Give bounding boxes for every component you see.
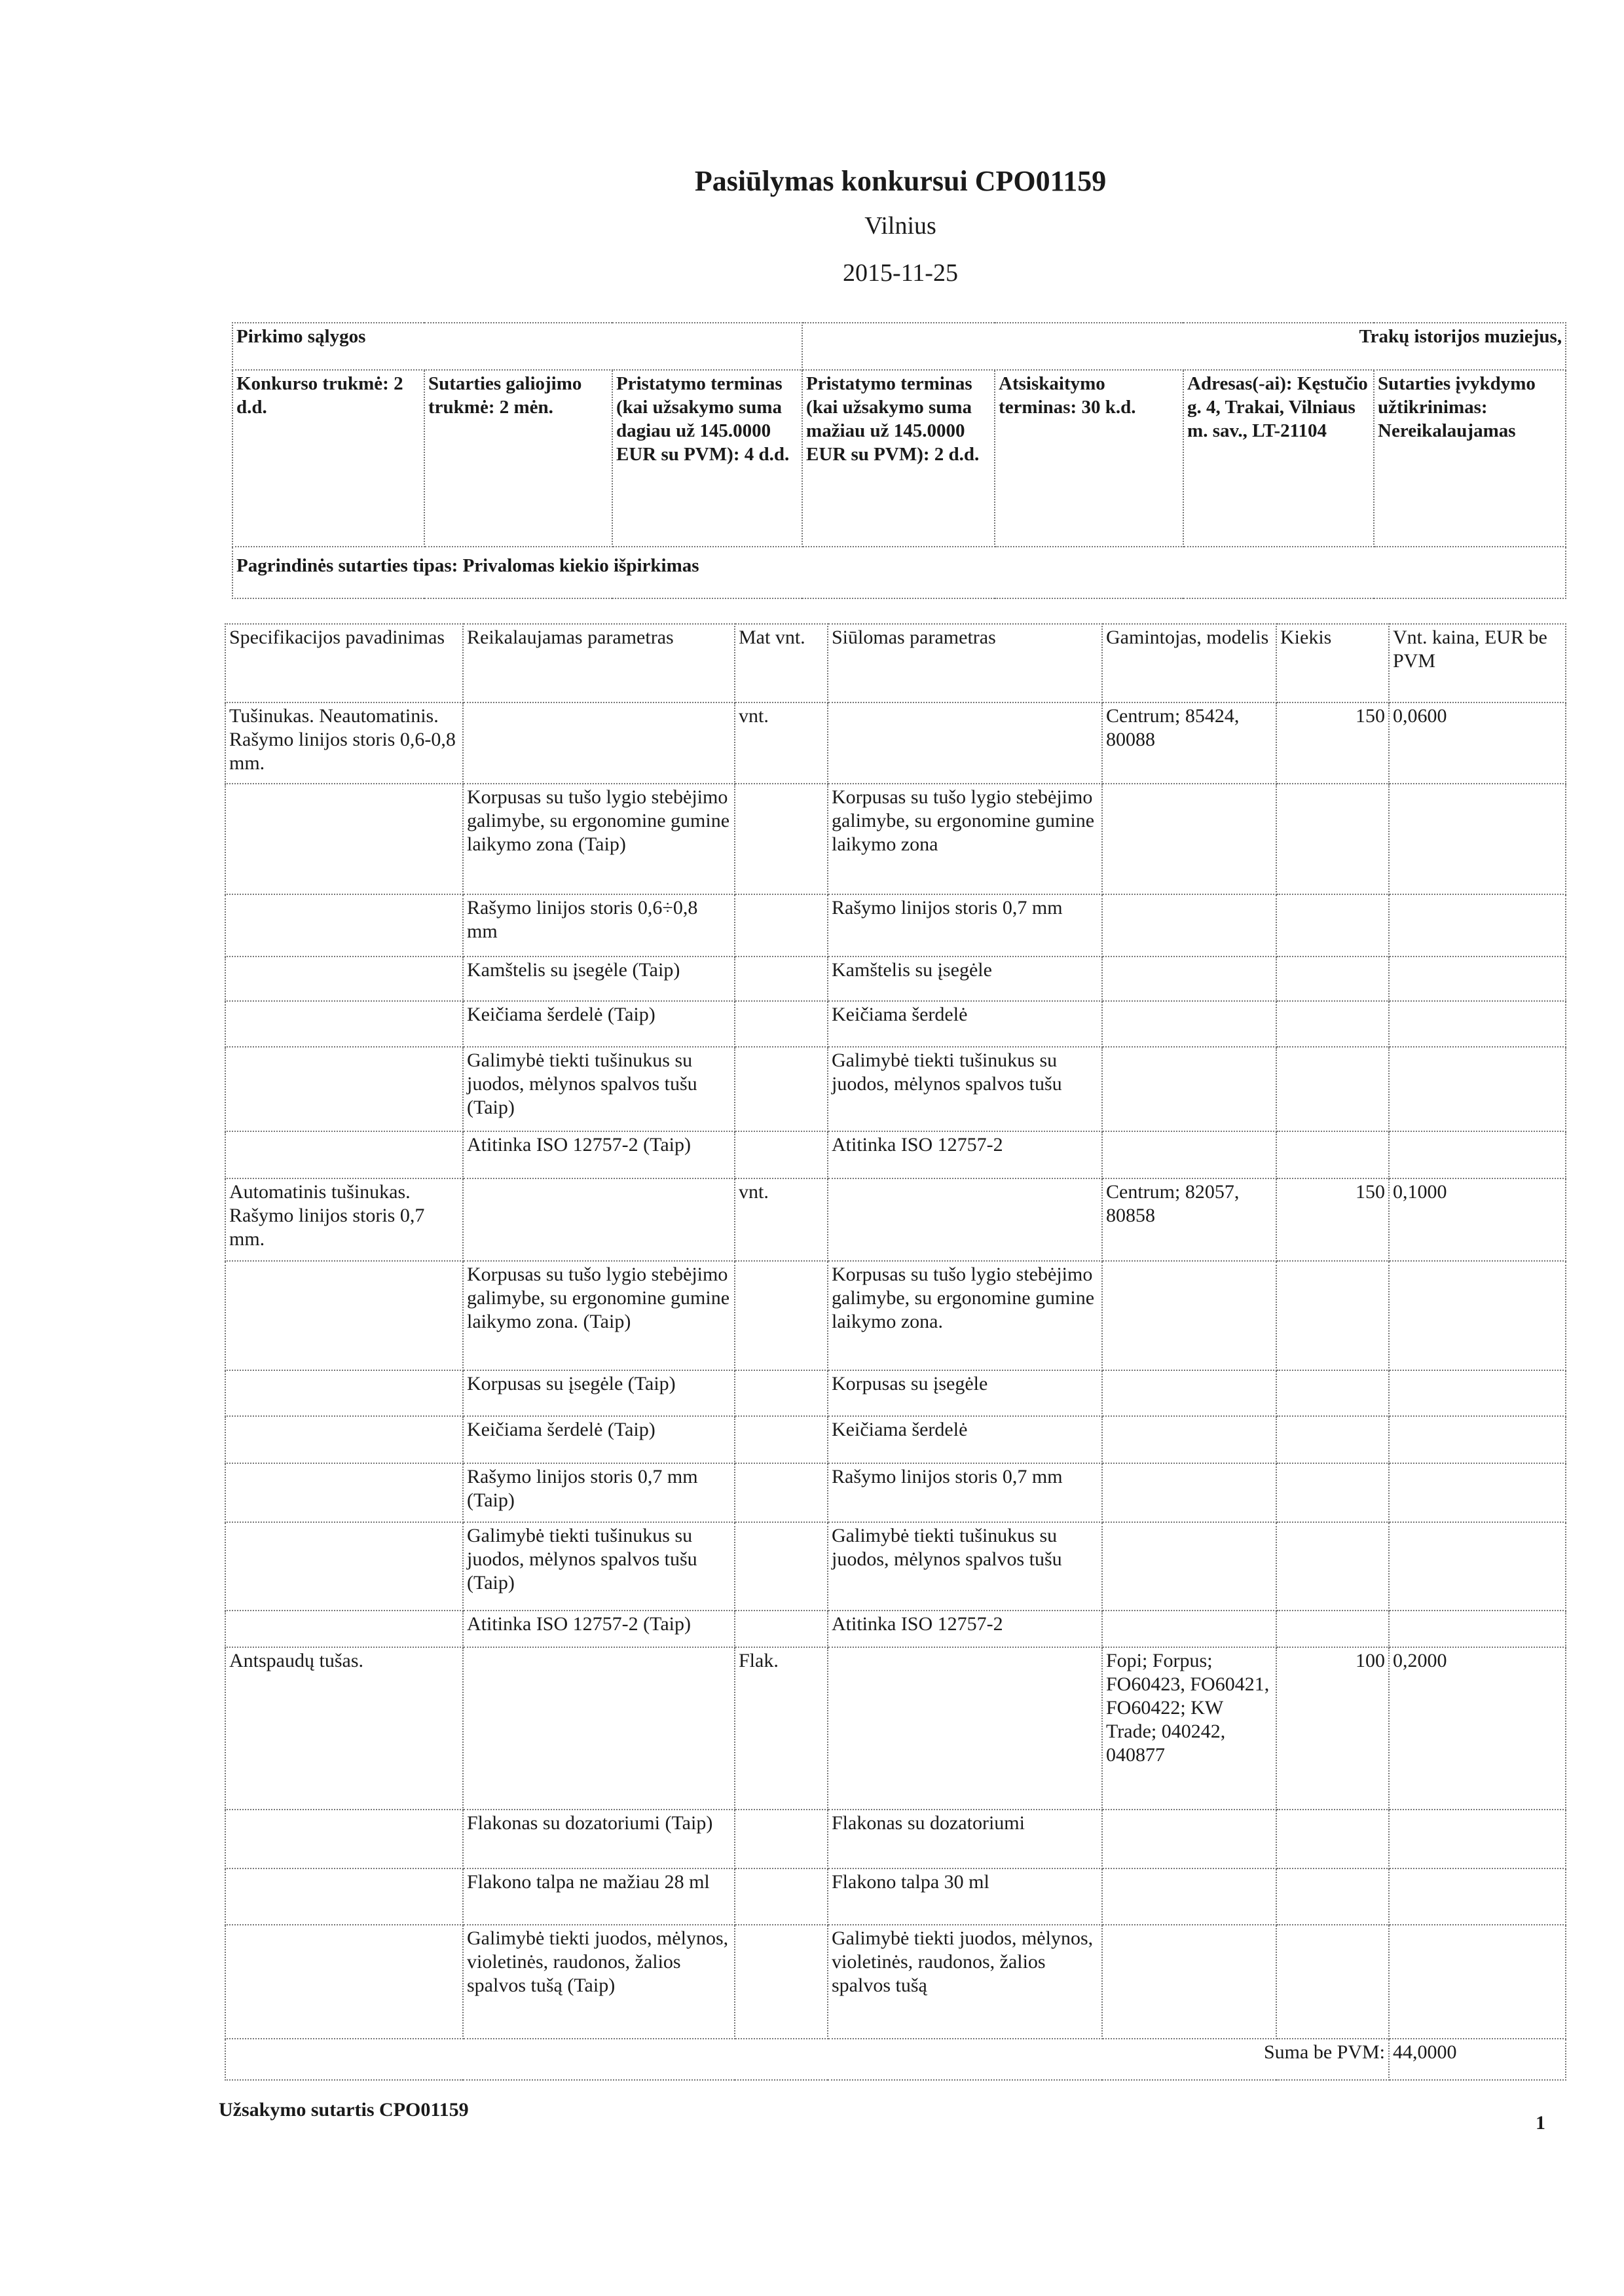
city: Vilnius <box>864 212 936 240</box>
offered-parameter: Atitinka ISO 12757-2 <box>828 1611 1102 1647</box>
empty-cell <box>735 1370 828 1416</box>
offered-parameter: Galimybė tiekti tušinukus su juodos, mėlynos spalvos tušu <box>828 1522 1102 1611</box>
empty-cell <box>1276 1370 1389 1416</box>
column-header: Kiekis <box>1276 624 1389 702</box>
empty-cell <box>225 1868 463 1925</box>
empty-cell <box>1276 1047 1389 1131</box>
required-parameter: Flakonas su dozatoriumi (Taip) <box>463 1810 735 1868</box>
empty-cell <box>1276 1131 1389 1178</box>
empty-cell <box>225 1522 463 1611</box>
purchase-conditions-table <box>232 322 1566 599</box>
offered-parameter: Flakonas su dozatoriumi <box>828 1810 1102 1868</box>
sum-row <box>225 2039 1566 2080</box>
empty-cell <box>1102 1047 1276 1131</box>
empty-cell <box>1389 1611 1566 1647</box>
empty-cell <box>1389 1047 1566 1131</box>
parameter-row <box>225 1370 1566 1416</box>
required-parameter: Flakono talpa ne mažiau 28 ml <box>463 1868 735 1925</box>
condition-cell: Atsiskaitymo terminas: 30 k.d. <box>995 370 1183 547</box>
empty-cell <box>735 894 828 957</box>
empty-cell <box>1389 1522 1566 1611</box>
empty-cell <box>463 702 735 784</box>
condition-cell: Adresas(-ai): Kęstučio g. 4, Trakai, Vilniaus m. sav., LT-21104 <box>1183 370 1374 547</box>
offered-parameter: Rašymo linijos storis 0,7 mm <box>828 1463 1102 1522</box>
required-parameter: Kamštelis su įsegėle (Taip) <box>463 957 735 1001</box>
empty-cell <box>1389 894 1566 957</box>
empty-cell <box>1389 1131 1566 1178</box>
required-parameter: Rašymo linijos storis 0,7 mm (Taip) <box>463 1463 735 1522</box>
empty-cell <box>1389 1416 1566 1463</box>
empty-cell <box>1276 1001 1389 1047</box>
table-header-row <box>225 624 1566 702</box>
offered-parameter: Rašymo linijos storis 0,7 mm <box>828 894 1102 957</box>
empty-cell <box>1276 1810 1389 1868</box>
empty-cell <box>735 1810 828 1868</box>
parameter-row <box>225 894 1566 957</box>
empty-cell <box>1102 894 1276 957</box>
parameter-row <box>225 1416 1566 1463</box>
parameter-row <box>225 1925 1566 2039</box>
offered-parameter: Korpusas su tušo lygio stebėjimo galimybe, su ergonomine gumine laikymo zona. <box>828 1261 1102 1370</box>
required-parameter: Galimybė tiekti tušinukus su juodos, mėlynos spalvos tušu (Taip) <box>463 1047 735 1131</box>
empty-cell <box>1389 784 1566 894</box>
required-parameter: Korpusas su tušo lygio stebėjimo galimybe, su ergonomine gumine laikymo zona (Taip) <box>463 784 735 894</box>
empty-cell <box>735 1611 828 1647</box>
parameter-row <box>225 1131 1566 1178</box>
empty-cell <box>225 1001 463 1047</box>
empty-cell <box>1276 1611 1389 1647</box>
specification-table <box>225 623 1566 2081</box>
empty-cell <box>1389 1810 1566 1868</box>
empty-cell <box>1102 957 1276 1001</box>
item-price: 0,2000 <box>1389 1647 1566 1810</box>
parameter-row <box>225 1810 1566 1868</box>
empty-cell <box>735 1522 828 1611</box>
empty-cell <box>463 1647 735 1810</box>
parameter-row <box>225 1261 1566 1370</box>
empty-cell <box>225 1261 463 1370</box>
item-price: 0,0600 <box>1389 702 1566 784</box>
column-header: Specifikacijos pavadinimas <box>225 624 463 702</box>
required-parameter: Keičiama šerdelė (Taip) <box>463 1416 735 1463</box>
empty-cell <box>225 1131 463 1178</box>
empty-cell <box>225 1370 463 1416</box>
empty-cell <box>735 957 828 1001</box>
condition-cell: Konkurso trukmė: 2 d.d. <box>232 370 424 547</box>
empty-cell <box>225 1463 463 1522</box>
parameter-row <box>225 784 1566 894</box>
empty-cell <box>828 1178 1102 1261</box>
parameter-row <box>225 1868 1566 1925</box>
empty-cell <box>1102 1001 1276 1047</box>
empty-cell <box>225 957 463 1001</box>
column-header: Siūlomas parametras <box>828 624 1102 702</box>
offered-parameter: Atitinka ISO 12757-2 <box>828 1131 1102 1178</box>
required-parameter: Galimybė tiekti juodos, mėlynos, violetinės, raudonos, žalios spalvos tušą (Taip) <box>463 1925 735 2039</box>
empty-cell <box>1102 1522 1276 1611</box>
empty-cell <box>1276 1925 1389 2039</box>
empty-cell <box>1276 894 1389 957</box>
item-name: Tušinukas. Neautomatinis. Rašymo linijos storis 0,6-0,8 mm. <box>225 702 463 784</box>
empty-cell <box>225 894 463 957</box>
empty-cell <box>735 784 828 894</box>
empty-cell <box>1102 1131 1276 1178</box>
parameter-row <box>225 1463 1566 1522</box>
item-quantity: 150 <box>1276 1178 1389 1261</box>
column-header: Gamintojas, modelis <box>1102 624 1276 702</box>
parameter-row <box>225 1522 1566 1611</box>
required-parameter: Keičiama šerdelė (Taip) <box>463 1001 735 1047</box>
required-parameter: Galimybė tiekti tušinukus su juodos, mėlynos spalvos tušu (Taip) <box>463 1522 735 1611</box>
empty-cell <box>1389 1868 1566 1925</box>
empty-cell <box>1102 1261 1276 1370</box>
offered-parameter: Galimybė tiekti tušinukus su juodos, mėlynos spalvos tušu <box>828 1047 1102 1131</box>
empty-cell <box>1276 1261 1389 1370</box>
empty-cell <box>225 1047 463 1131</box>
empty-cell <box>1102 1810 1276 1868</box>
condition-cell: Pristatymo terminas (kai užsakymo suma dagiau už 145.0000 EUR su PVM): 4 d.d. <box>612 370 802 547</box>
empty-cell <box>735 1868 828 1925</box>
empty-cell <box>225 784 463 894</box>
item-manufacturer: Fopi; Forpus; FO60423, FO60421, FO60422; KW Trade; 040242, 040877 <box>1102 1647 1276 1810</box>
offered-parameter: Keičiama šerdelė <box>828 1416 1102 1463</box>
empty-cell <box>1389 1925 1566 2039</box>
parameter-row <box>225 1611 1566 1647</box>
column-header: Vnt. kaina, EUR be PVM <box>1389 624 1566 702</box>
offered-parameter: Korpusas su įsegėle <box>828 1370 1102 1416</box>
parameter-row <box>225 1047 1566 1131</box>
empty-cell <box>463 1178 735 1261</box>
item-row <box>225 1178 1566 1261</box>
empty-cell <box>1276 784 1389 894</box>
empty-cell <box>225 1416 463 1463</box>
required-parameter: Atitinka ISO 12757-2 (Taip) <box>463 1611 735 1647</box>
column-header: Reikalaujamas parametras <box>463 624 735 702</box>
empty-cell <box>1276 957 1389 1001</box>
required-parameter: Korpusas su įsegėle (Taip) <box>463 1370 735 1416</box>
required-parameter: Korpusas su tušo lygio stebėjimo galimybe, su ergonomine gumine laikymo zona. (Taip) <box>463 1261 735 1370</box>
empty-cell <box>1276 1868 1389 1925</box>
item-name: Antspaudų tušas. <box>225 1647 463 1810</box>
empty-cell <box>1389 1370 1566 1416</box>
empty-cell <box>735 1416 828 1463</box>
empty-cell <box>225 1810 463 1868</box>
item-row <box>225 1647 1566 1810</box>
offered-parameter: Galimybė tiekti juodos, mėlynos, violetinės, raudonos, žalios spalvos tušą <box>828 1925 1102 2039</box>
offered-parameter: Flakono talpa 30 ml <box>828 1868 1102 1925</box>
empty-cell <box>1102 1868 1276 1925</box>
empty-cell <box>1276 1416 1389 1463</box>
empty-cell <box>1102 1370 1276 1416</box>
required-parameter: Rašymo linijos storis 0,6÷0,8 mm <box>463 894 735 957</box>
sum-value: 44,0000 <box>1389 2039 1566 2080</box>
empty-cell <box>828 702 1102 784</box>
empty-cell <box>1389 957 1566 1001</box>
item-quantity: 150 <box>1276 702 1389 784</box>
item-row <box>225 702 1566 784</box>
empty-cell <box>1102 1925 1276 2039</box>
empty-cell <box>1389 1261 1566 1370</box>
empty-cell <box>1276 1463 1389 1522</box>
empty-cell <box>735 1047 828 1131</box>
item-unit: vnt. <box>735 702 828 784</box>
empty-cell <box>1102 1416 1276 1463</box>
parameter-row <box>225 957 1566 1001</box>
offered-parameter: Korpusas su tušo lygio stebėjimo galimybe, su ergonomine gumine laikymo zona <box>828 784 1102 894</box>
parameter-row <box>225 1001 1566 1047</box>
contract-type: Pagrindinės sutarties tipas: Privalomas kiekio išpirkimas <box>232 547 1566 598</box>
empty-cell <box>1389 1463 1566 1522</box>
footer-contract: Užsakymo sutartis CPO01159 <box>219 2099 469 2121</box>
purchase-conditions-label: Pirkimo sąlygos <box>232 323 802 370</box>
empty-cell <box>225 1611 463 1647</box>
empty-cell <box>735 1925 828 2039</box>
condition-cell: Sutarties įvykdymo užtikrinimas: Nereikalaujamas <box>1374 370 1566 547</box>
document-title: Pasiūlymas konkursui CPO01159 <box>694 165 1107 197</box>
empty-cell <box>1102 1611 1276 1647</box>
condition-cell: Pristatymo terminas (kai užsakymo suma mažiau už 145.0000 EUR su PVM): 2 d.d. <box>802 370 995 547</box>
empty-cell <box>735 1131 828 1178</box>
item-manufacturer: Centrum; 82057, 80858 <box>1102 1178 1276 1261</box>
item-unit: vnt. <box>735 1178 828 1261</box>
document-date: 2015-11-25 <box>843 259 958 287</box>
empty-cell <box>735 1261 828 1370</box>
condition-cell: Sutarties galiojimo trukmė: 2 mėn. <box>424 370 612 547</box>
empty-cell <box>1276 1522 1389 1611</box>
offered-parameter: Keičiama šerdelė <box>828 1001 1102 1047</box>
column-header: Mat vnt. <box>735 624 828 702</box>
offered-parameter: Kamštelis su įsegėle <box>828 957 1102 1001</box>
empty-cell <box>735 1001 828 1047</box>
item-unit: Flak. <box>735 1647 828 1810</box>
required-parameter: Atitinka ISO 12757-2 (Taip) <box>463 1131 735 1178</box>
item-manufacturer: Centrum; 85424, 80088 <box>1102 702 1276 784</box>
item-name: Automatinis tušinukas. Rašymo linijos storis 0,7 mm. <box>225 1178 463 1261</box>
empty-cell <box>828 1647 1102 1810</box>
empty-cell <box>225 1925 463 2039</box>
empty-cell <box>1102 784 1276 894</box>
sum-label: Suma be PVM: <box>225 2039 1389 2080</box>
buyer-name: Trakų istorijos muziejus, <box>802 323 1566 370</box>
item-price: 0,1000 <box>1389 1178 1566 1261</box>
item-quantity: 100 <box>1276 1647 1389 1810</box>
page-number: 1 <box>1536 2112 1545 2134</box>
empty-cell <box>1102 1463 1276 1522</box>
empty-cell <box>1389 1001 1566 1047</box>
empty-cell <box>735 1463 828 1522</box>
